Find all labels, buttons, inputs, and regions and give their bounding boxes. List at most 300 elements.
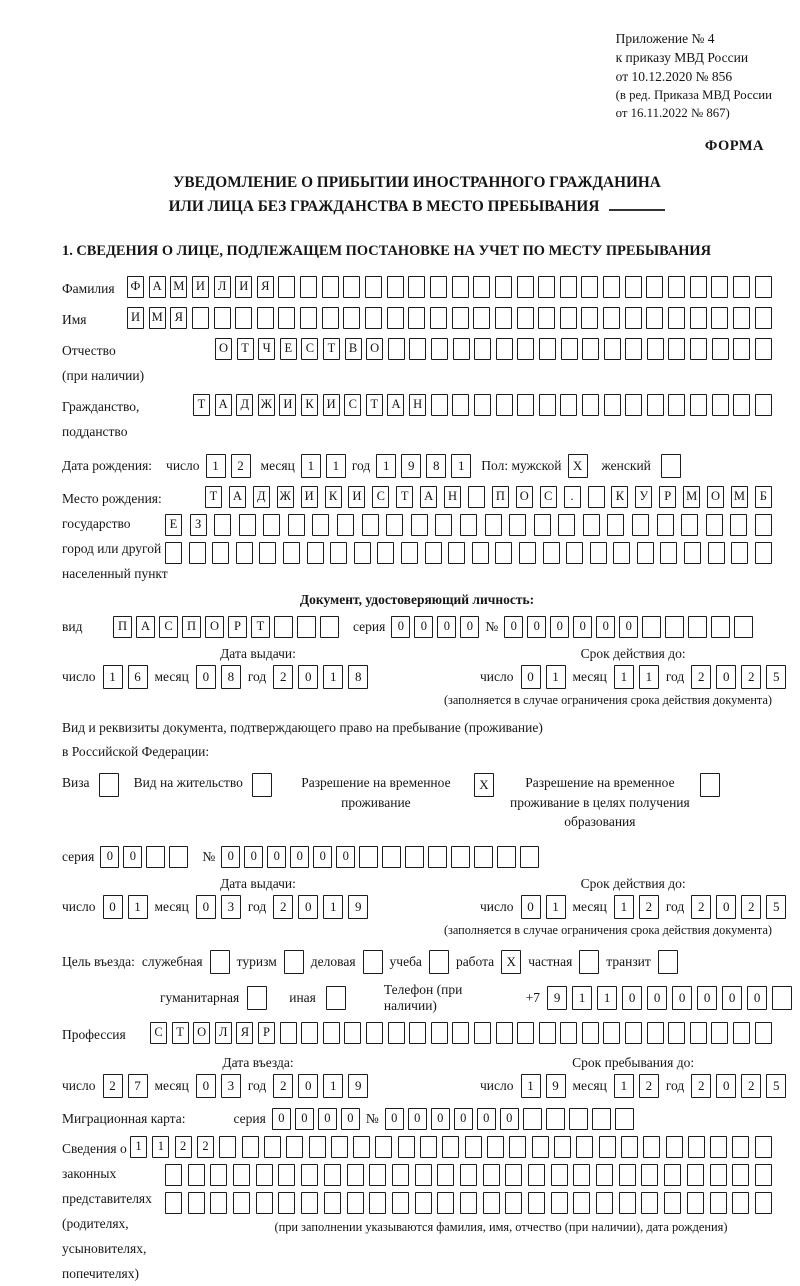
- char-box: [632, 514, 649, 536]
- birth-place-label: [62, 486, 168, 586]
- char-box: [534, 514, 551, 536]
- char-box: [505, 1164, 522, 1186]
- char-box: [359, 846, 378, 868]
- day-label: число: [62, 898, 96, 914]
- form-label: ФОРМА: [704, 138, 764, 155]
- char-box: [343, 307, 360, 329]
- char-box: А: [136, 616, 155, 638]
- char-box: [569, 1108, 588, 1130]
- char-box: [733, 1022, 750, 1044]
- form-title-line2: [62, 195, 772, 219]
- char-box: [733, 394, 750, 416]
- representatives-label-line: представителях: [62, 1190, 152, 1206]
- char-box: [755, 1022, 772, 1044]
- char-box: [590, 542, 607, 564]
- char-box: [274, 616, 293, 638]
- identity-doc-kind-row: [62, 616, 772, 638]
- char-box: [473, 276, 490, 298]
- year-label: год: [665, 668, 685, 684]
- char-box: 0: [716, 1074, 736, 1098]
- char-box: [755, 542, 772, 564]
- char-box: А: [229, 486, 246, 508]
- char-box: П: [182, 616, 201, 638]
- char-box: М: [170, 276, 187, 298]
- char-box: [165, 1192, 182, 1214]
- char-box: [474, 394, 491, 416]
- char-box: 1: [323, 665, 343, 689]
- char-box: [146, 846, 165, 868]
- char-box: [734, 616, 753, 638]
- temp-residence-education-checkbox: [700, 773, 720, 797]
- char-box: [495, 307, 512, 329]
- identity-valid-year-boxes: [691, 665, 786, 689]
- char-box: [509, 514, 526, 536]
- char-box: О: [516, 486, 533, 508]
- char-box: [365, 307, 382, 329]
- char-box: [603, 276, 620, 298]
- char-box: [369, 1164, 386, 1186]
- char-box: [560, 394, 577, 416]
- valid-until-heading: Срок действия до:: [580, 645, 686, 661]
- char-box: Д: [236, 394, 253, 416]
- char-box: [431, 1022, 448, 1044]
- purpose-private-label: частная: [528, 953, 573, 969]
- residence-issue-day-boxes: [103, 895, 148, 919]
- birth-place-row3: [165, 542, 772, 564]
- char-box: [460, 1164, 477, 1186]
- birth-place-block: [62, 486, 772, 586]
- patronymic-row: [62, 338, 772, 388]
- char-box: [625, 394, 642, 416]
- char-box: [684, 542, 701, 564]
- char-box: [596, 1192, 613, 1214]
- char-box: 1: [128, 895, 148, 919]
- char-box: 7: [128, 1074, 148, 1098]
- char-box: 0: [527, 616, 546, 638]
- issue-date-line: [62, 665, 454, 689]
- char-box: [681, 514, 698, 536]
- valid-until-line: [480, 895, 786, 919]
- char-box: [369, 1192, 386, 1214]
- char-box: [362, 514, 379, 536]
- purpose-humanitarian-label: гуманитарная: [160, 989, 240, 1005]
- char-box: [733, 338, 750, 360]
- char-box: [301, 1192, 318, 1214]
- char-box: 1: [614, 895, 634, 919]
- char-box: [214, 514, 231, 536]
- identity-doc-dates: [62, 645, 780, 689]
- birth-place-label-line: населенный пункт: [62, 565, 168, 581]
- char-box: 0: [414, 616, 433, 638]
- char-box: [712, 394, 729, 416]
- purpose-private-checkbox: [579, 950, 599, 974]
- char-box: 1: [639, 665, 659, 689]
- char-box: [755, 1192, 772, 1214]
- char-box: [431, 338, 448, 360]
- char-box: [452, 1022, 469, 1044]
- char-box: 2: [175, 1136, 192, 1158]
- char-box: 0: [295, 1108, 314, 1130]
- valid-until-heading: Срок действия до:: [580, 875, 686, 891]
- identity-doc-kind-boxes: [113, 616, 339, 638]
- char-box: [599, 1136, 616, 1158]
- char-box: [596, 1164, 613, 1186]
- entry-purpose-row: [62, 950, 772, 974]
- char-box: Н: [409, 394, 426, 416]
- char-box: [732, 1192, 749, 1214]
- char-box: 3: [221, 895, 241, 919]
- purpose-official-checkbox: [210, 950, 230, 974]
- residence-doc-seriya-row: [62, 846, 772, 868]
- char-box: [517, 1022, 534, 1044]
- residence-issue-year-boxes: [273, 895, 368, 919]
- char-box: М: [683, 486, 700, 508]
- char-box: С: [301, 338, 318, 360]
- char-box: [517, 394, 534, 416]
- char-box: 0: [521, 895, 541, 919]
- char-box: [331, 1136, 348, 1158]
- purpose-transit-label: транзит: [606, 953, 651, 969]
- year-label: год: [247, 1077, 267, 1093]
- char-box: 9: [401, 454, 421, 478]
- identity-doc-heading: Документ, удостоверяющий личность:: [299, 591, 535, 607]
- sex-male-label: Пол: мужской: [481, 457, 562, 473]
- char-box: [420, 1136, 437, 1158]
- appendix-line: к приказу МВД России: [615, 49, 749, 65]
- char-box: [398, 1136, 415, 1158]
- char-box: 9: [546, 1074, 566, 1098]
- stay-until-group: [454, 1055, 786, 1098]
- char-box: 0: [622, 986, 642, 1010]
- char-box: [496, 338, 513, 360]
- char-box: [517, 276, 534, 298]
- char-box: [619, 1164, 636, 1186]
- char-box: М: [149, 307, 166, 329]
- char-box: Н: [444, 486, 461, 508]
- char-box: [411, 514, 428, 536]
- char-box: 0: [298, 1074, 318, 1098]
- birth-day-boxes: [206, 454, 251, 478]
- char-box: Б: [755, 486, 772, 508]
- entry-purpose-label: Цель въезда:: [62, 953, 135, 969]
- char-box: [312, 514, 329, 536]
- citizenship-label: [62, 394, 193, 444]
- char-box: [323, 1022, 340, 1044]
- identity-valid-month-boxes: [614, 665, 659, 689]
- char-box: [309, 1136, 326, 1158]
- char-box: 0: [100, 846, 119, 868]
- year-label: год: [247, 668, 267, 684]
- char-box: [573, 1192, 590, 1214]
- day-label: число: [62, 668, 96, 684]
- birth-place-label-line: Место рождения:: [62, 490, 162, 506]
- char-box: С: [159, 616, 178, 638]
- char-box: 1: [597, 986, 617, 1010]
- citizenship-row: [62, 394, 772, 444]
- char-box: [386, 514, 403, 536]
- char-box: 0: [123, 846, 142, 868]
- char-box: [646, 276, 663, 298]
- char-box: [583, 514, 600, 536]
- migration-card-number-boxes: [385, 1108, 634, 1130]
- birth-place-row1: [205, 486, 772, 508]
- char-box: [592, 1108, 611, 1130]
- entry-purpose-row2: [62, 982, 772, 1014]
- char-box: [382, 846, 401, 868]
- char-box: [192, 307, 209, 329]
- char-box: [365, 276, 382, 298]
- char-box: [710, 1164, 727, 1186]
- char-box: 0: [385, 1108, 404, 1130]
- char-box: [615, 1108, 634, 1130]
- char-box: [755, 1136, 772, 1158]
- char-box: [668, 276, 685, 298]
- residence-permit-label: Вид на жительство: [133, 775, 243, 791]
- valid-until-line: [480, 665, 786, 689]
- char-box: П: [492, 486, 509, 508]
- char-box: 0: [196, 895, 216, 919]
- char-box: [430, 307, 447, 329]
- citizenship-boxes: [193, 394, 772, 416]
- char-box: [519, 542, 536, 564]
- char-box: [603, 307, 620, 329]
- char-box: [233, 1164, 250, 1186]
- char-box: 1: [614, 665, 634, 689]
- char-box: 2: [103, 1074, 123, 1098]
- char-box: [582, 338, 599, 360]
- month-label: месяц: [572, 668, 607, 684]
- char-box: [405, 846, 424, 868]
- issue-date-heading: Дата выдачи:: [220, 645, 296, 661]
- char-box: 0: [716, 895, 736, 919]
- char-box: [560, 276, 577, 298]
- char-box: Р: [258, 1022, 275, 1044]
- stay-until-heading: Срок пребывания до:: [572, 1054, 695, 1070]
- char-box: [474, 846, 493, 868]
- char-box: [643, 1136, 660, 1158]
- stay-day-boxes: [521, 1074, 566, 1098]
- entry-date-group: [62, 1055, 454, 1098]
- char-box: [520, 846, 539, 868]
- residence-doc-dates: [62, 875, 780, 919]
- purpose-humanitarian-checkbox: [247, 986, 267, 1010]
- char-box: Л: [215, 1022, 232, 1044]
- char-box: Т: [172, 1022, 189, 1044]
- char-box: [539, 338, 556, 360]
- char-box: [300, 276, 317, 298]
- char-box: 0: [619, 616, 638, 638]
- char-box: Ж: [258, 394, 275, 416]
- char-box: [495, 276, 512, 298]
- char-box: [320, 616, 339, 638]
- char-box: [347, 1164, 364, 1186]
- day-label: число: [480, 1077, 514, 1093]
- char-box: [665, 616, 684, 638]
- month-label: месяц: [154, 1077, 189, 1093]
- char-box: Ф: [127, 276, 144, 298]
- char-box: [711, 307, 728, 329]
- temp-residence-label: Разрешение на временное проживание: [301, 775, 451, 810]
- char-box: [708, 542, 725, 564]
- char-box: [690, 338, 707, 360]
- char-box: [437, 1164, 454, 1186]
- char-box: [448, 542, 465, 564]
- char-box: [497, 846, 516, 868]
- char-box: [452, 276, 469, 298]
- char-box: [460, 514, 477, 536]
- representatives-row1: [130, 1136, 772, 1158]
- char-box: [711, 1022, 728, 1044]
- given-name-label: Имя: [62, 311, 87, 327]
- validity-note: (заполняется в случае ограничения срока действия документа): [443, 922, 772, 937]
- char-box: [551, 1192, 568, 1214]
- option-residence-permit: [134, 773, 272, 797]
- char-box: [256, 1164, 273, 1186]
- seriya-label: серия: [233, 1110, 266, 1126]
- char-box: [646, 307, 663, 329]
- char-box: [755, 394, 772, 416]
- number-label: №: [485, 618, 499, 634]
- issue-date-heading: Дата выдачи:: [220, 875, 296, 891]
- stay-month-boxes: [614, 1074, 659, 1098]
- char-box: [169, 846, 188, 868]
- char-box: [666, 1136, 683, 1158]
- char-box: [409, 338, 426, 360]
- month-label: месяц: [154, 668, 189, 684]
- identity-issue-month-boxes: [196, 665, 241, 689]
- char-box: 0: [313, 846, 332, 868]
- char-box: [474, 338, 491, 360]
- char-box: Т: [366, 394, 383, 416]
- char-box: [344, 1022, 361, 1044]
- char-box: [560, 307, 577, 329]
- char-box: У: [635, 486, 652, 508]
- validity-note: (заполняется в случае ограничения срока действия документа): [443, 692, 772, 707]
- char-box: [286, 1136, 303, 1158]
- month-label: месяц: [154, 898, 189, 914]
- char-box: [472, 542, 489, 564]
- char-box: С: [540, 486, 557, 508]
- char-box: [485, 514, 502, 536]
- month-label: месяц: [572, 1077, 607, 1093]
- patronymic-label: [62, 338, 215, 388]
- char-box: К: [301, 394, 318, 416]
- char-box: Ч: [258, 338, 275, 360]
- char-box: [322, 307, 339, 329]
- residence-doc-options: [62, 773, 772, 832]
- residence-doc-number-boxes: [221, 846, 539, 868]
- day-label: число: [166, 457, 200, 473]
- char-box: Ж: [277, 486, 294, 508]
- char-box: 6: [128, 665, 148, 689]
- char-box: 2: [639, 1074, 659, 1098]
- char-box: [214, 307, 231, 329]
- char-box: Е: [280, 338, 297, 360]
- char-box: Т: [205, 486, 222, 508]
- purpose-other-checkbox: [326, 986, 346, 1010]
- char-box: [263, 514, 280, 536]
- representatives-note: (при заполнении указываются фамилия, имя, отчество (при наличии), дата рождения): [274, 1219, 728, 1234]
- char-box: [660, 542, 677, 564]
- char-box: [538, 276, 555, 298]
- section1-heading: 1. СВЕДЕНИЯ О ЛИЦЕ, ПОДЛЕЖАЩЕМ ПОСТАНОВКЕ НА УЧЕТ ПО МЕСТУ ПРЕБЫВАНИЯ: [62, 242, 711, 259]
- char-box: 5: [766, 895, 786, 919]
- char-box: 2: [741, 665, 761, 689]
- birth-place-label-line: город или другой: [62, 540, 162, 556]
- char-box: 5: [766, 1074, 786, 1098]
- char-box: [212, 542, 229, 564]
- option-visa: [62, 773, 119, 797]
- char-box: [165, 542, 182, 564]
- char-box: [388, 1022, 405, 1044]
- char-box: О: [205, 616, 224, 638]
- purpose-official-label: служебная: [141, 953, 203, 969]
- char-box: [280, 1022, 297, 1044]
- char-box: [687, 1192, 704, 1214]
- char-box: 0: [521, 665, 541, 689]
- char-box: 1: [103, 665, 123, 689]
- char-box: [496, 1022, 513, 1044]
- issue-date-line: [62, 895, 454, 919]
- char-box: [188, 1164, 205, 1186]
- char-box: 2: [639, 895, 659, 919]
- char-box: 0: [103, 895, 123, 919]
- char-box: [219, 1136, 236, 1158]
- char-box: [576, 1136, 593, 1158]
- char-box: 2: [197, 1136, 214, 1158]
- temp-residence-checkbox: X: [474, 773, 494, 797]
- char-box: [452, 394, 469, 416]
- char-box: [561, 338, 578, 360]
- char-box: [532, 1136, 549, 1158]
- char-box: [539, 394, 556, 416]
- char-box: [647, 394, 664, 416]
- option-temp-residence: [287, 773, 494, 812]
- char-box: 2: [691, 1074, 711, 1098]
- char-box: [188, 1192, 205, 1214]
- char-box: 0: [391, 616, 410, 638]
- char-box: [437, 1192, 454, 1214]
- char-box: 0: [298, 665, 318, 689]
- char-box: [621, 1136, 638, 1158]
- char-box: [582, 394, 599, 416]
- birth-place-boxes: [165, 486, 772, 570]
- char-box: 0: [290, 846, 309, 868]
- representatives-label-line: законных: [62, 1165, 117, 1181]
- char-box: [337, 514, 354, 536]
- char-box: [668, 307, 685, 329]
- representatives-label-line: попечителях): [62, 1265, 139, 1281]
- profession-row: [62, 1022, 772, 1047]
- char-box: [687, 1164, 704, 1186]
- char-box: Р: [228, 616, 247, 638]
- char-box: [415, 1192, 432, 1214]
- char-box: 2: [231, 454, 251, 478]
- surname-label: Фамилия: [62, 280, 115, 296]
- title-underline: [609, 209, 665, 211]
- form-title-line1: УВЕДОМЛЕНИЕ О ПРИБЫТИИ ИНОСТРАННОГО ГРАЖДАНИНА: [173, 174, 661, 192]
- char-box: [688, 1136, 705, 1158]
- char-box: [278, 276, 295, 298]
- surname-row: [62, 276, 772, 301]
- char-box: 1: [376, 454, 396, 478]
- number-label: №: [202, 848, 216, 864]
- char-box: [264, 1136, 281, 1158]
- char-box: Я: [257, 276, 274, 298]
- char-box: [505, 1192, 522, 1214]
- seriya-label: серия: [353, 618, 386, 634]
- char-box: [755, 1164, 772, 1186]
